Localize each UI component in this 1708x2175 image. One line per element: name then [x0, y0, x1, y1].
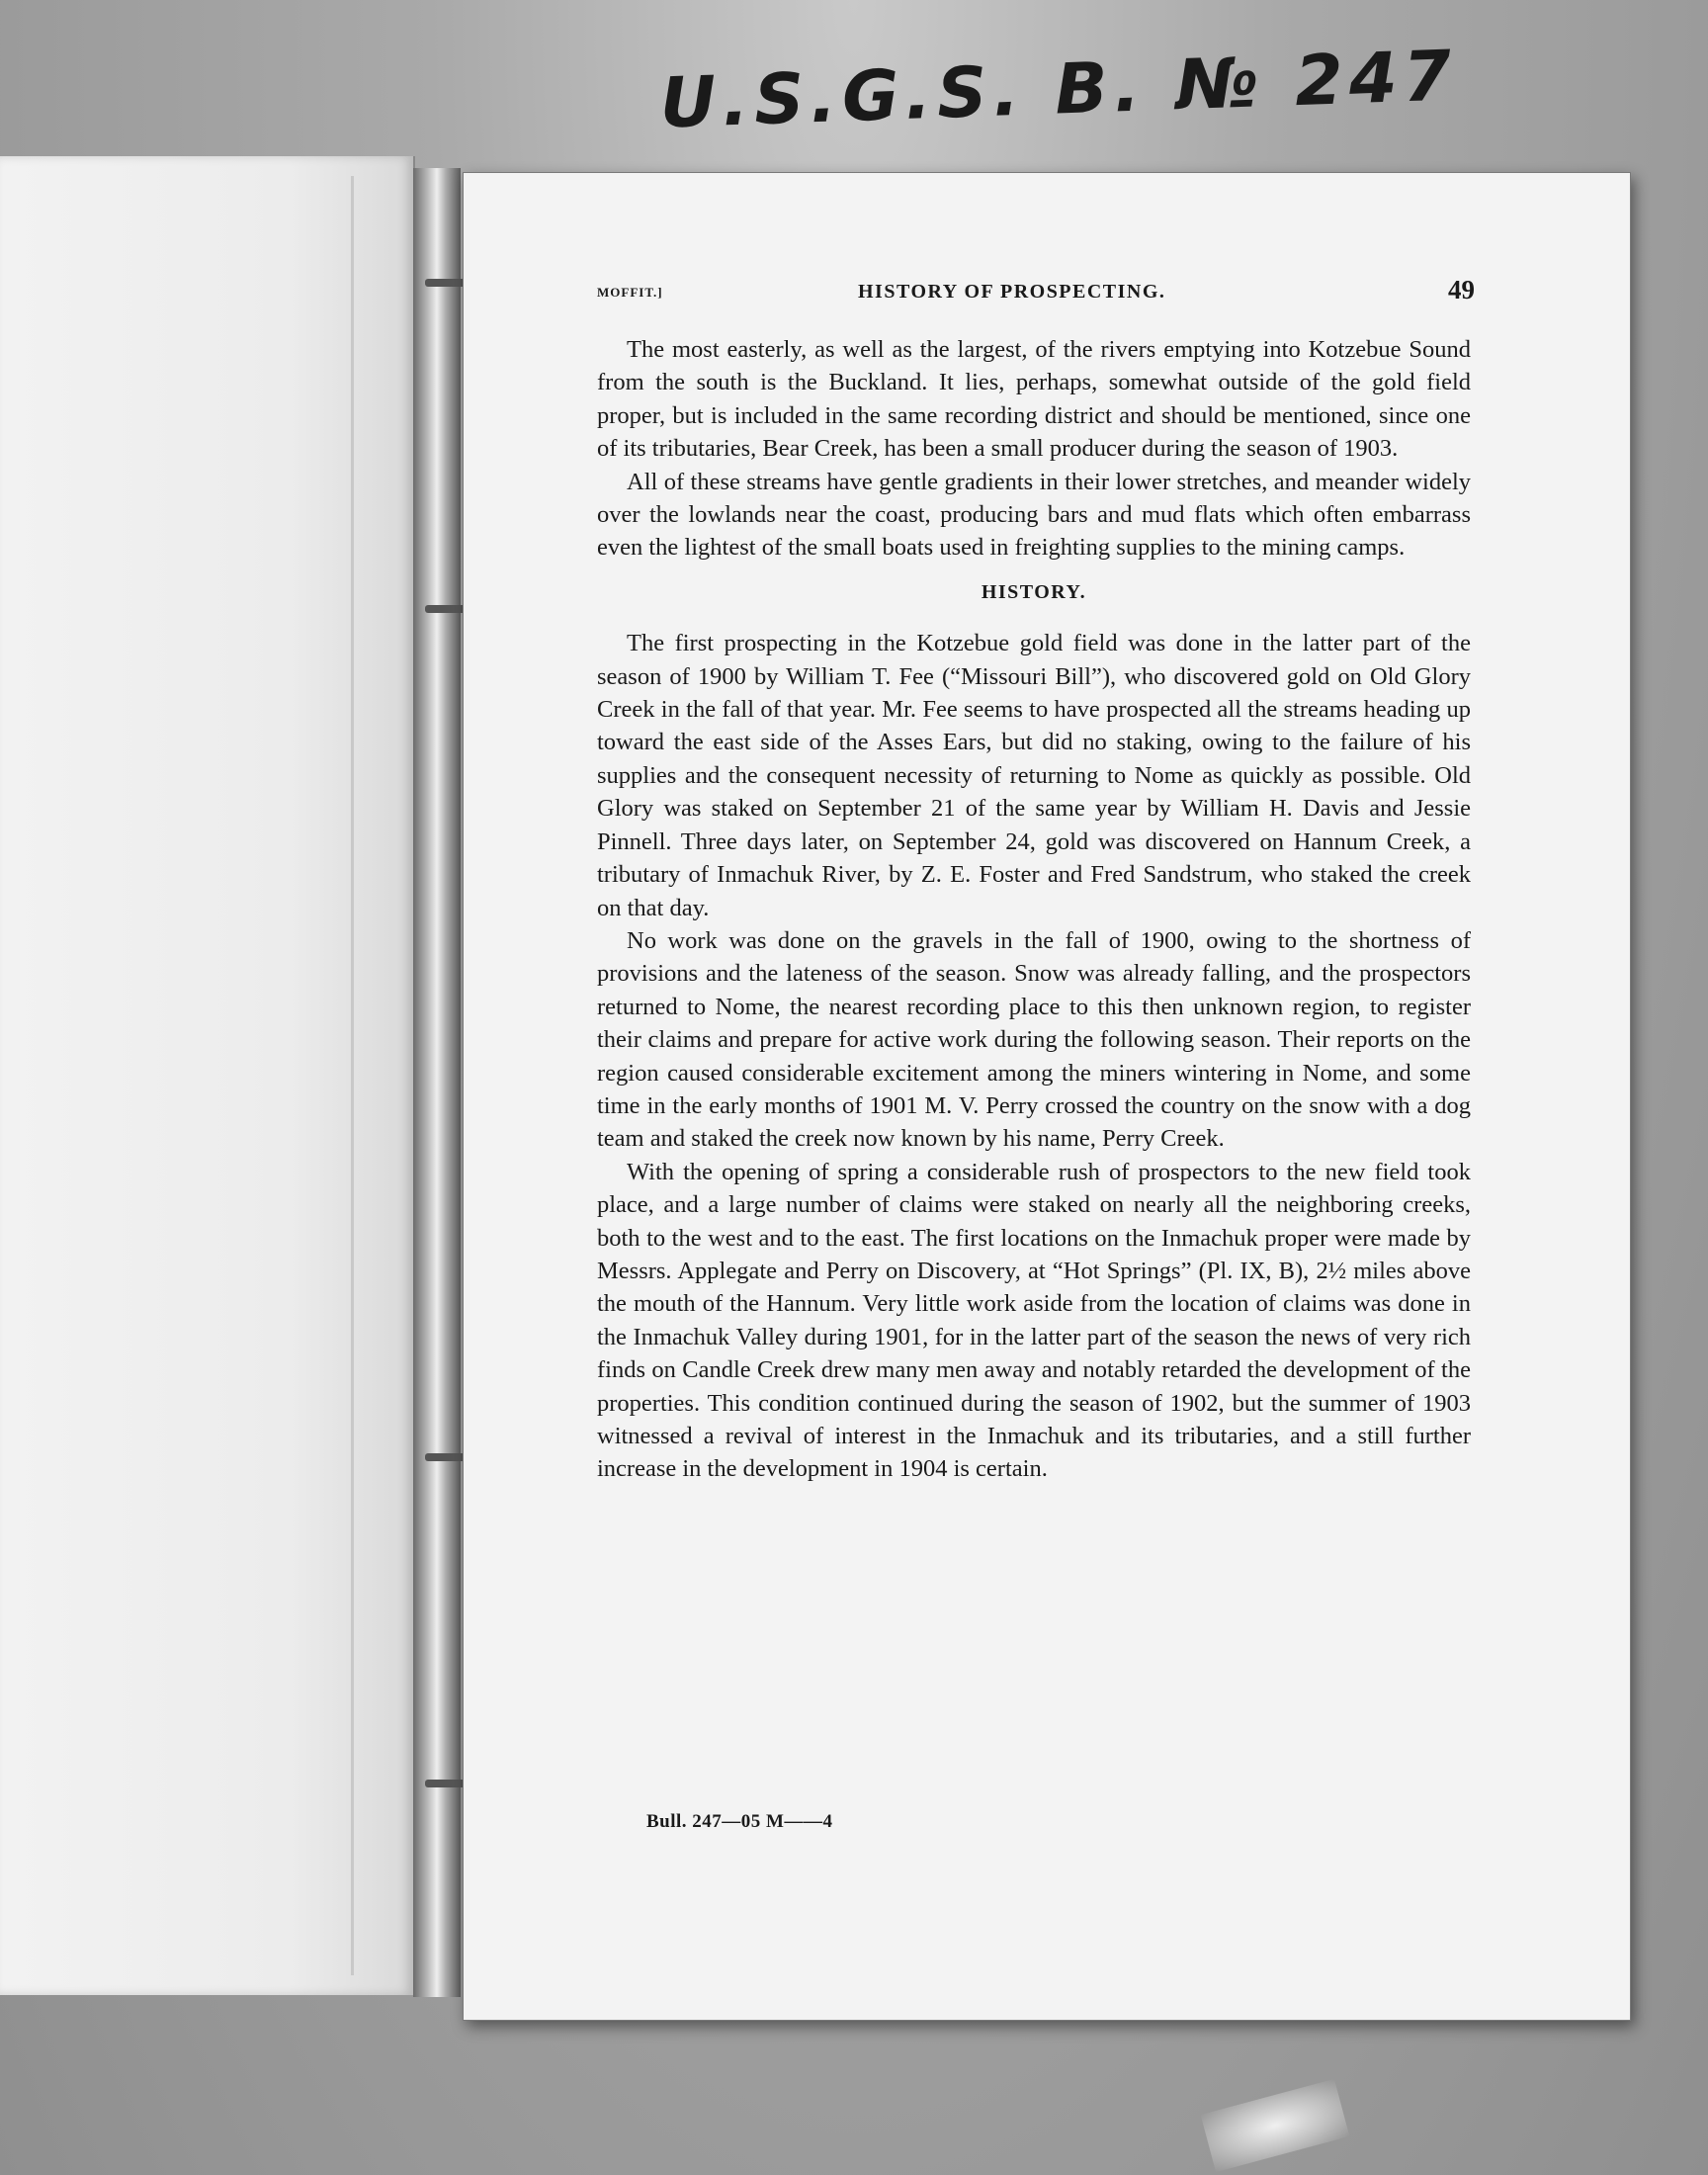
paragraph: The first prospecting in the Kotzebue gold field was done in the latter part of the season of 1900 by William T. Fee (“Missouri Bill”), who discovered gold on Old Glory Creek in the fall of that year. Mr. Fee seems to have prospected all the streams heading up toward the east side of the Asses Ears, but did no staking, owing to the failure of his supplies and the consequent necessity of returning to Nome as quickly as possible. Old Glory was staked on September 21 of the same year by William H. Davis and Jessie Pinnell. Three days later, on September 24, gold was discovered on Hannum Creek, a tributary of Inmachuk River, by Z. E. Foster and Fred Sandstrum, who staked the creek on that day. [597, 630, 1471, 921]
author-tag: MOFFIT.] [597, 285, 663, 300]
paragraph: The most easterly, as well as the largest, of the rivers emptying into Kotzebue Sound from the south is the Buckland. It lies, perhaps, somewhat outside of the gold field proper, but is included in the same recording district and should be mentioned, since one of its tributaries, Bear Creek, has been a small producer during the season of 1903. [597, 336, 1471, 463]
handwritten-catalog-note: U.S.G.S. B. № 247 [658, 35, 1459, 144]
running-head [597, 275, 1475, 314]
signature-mark: Bull. 247—05 M——4 [646, 1811, 833, 1832]
section-heading: HISTORY. [981, 580, 1087, 603]
body-text [597, 333, 1471, 1486]
running-title: HISTORY OF PROSPECTING. [858, 281, 1166, 303]
paragraph: All of these streams have gentle gradients in their lower stretches, and meander widely over the lowlands near the coast, producing bars and mud flats which often embarrass even the lightest of the small boats used in freighting supplies to the mining camps. [597, 468, 1471, 562]
paragraph: No work was done on the gravels in the fall of 1900, owing to the shortness of provisions and the lateness of the season. Snow was already falling, and the prospectors returned to Nome, the nearest recording place to this then unknown region, to register their claims and prepare for active work during the following season. Their reports on the region caused considerable excitement among the miners wintering in Nome, and some time in the early months of 1901 M. V. Perry crossed the country on the snow with a dog team and staked the creek now known by his name, Perry Creek. [597, 926, 1471, 1153]
book-spine [413, 168, 461, 1997]
paragraph: With the opening of spring a considerable rush of prospectors to the new field took place, and a large number of claims were staked on nearly all the neighboring creeks, both to the west and to the east. The first locations on the Inmachuk proper were made by Messrs. Applegate and Perry on Discovery, at “Hot Springs” (Pl. IX, B), 2½ miles above the mouth of the Hannum. Very little work aside from the location of claims was done in the Inmachuk Valley during 1901, for in the latter part of the season the news of very rich finds on Candle Creek drew many men away and notably retarded the development of the properties. This condition continued during the season of 1902, but the summer of 1903 witnessed a revival of interest in the Inmachuk and its tributaries, and a still further increase in the development in 1904 is certain. [597, 1158, 1471, 1483]
left-page-blank [0, 156, 415, 1995]
page-number: 49 [1448, 275, 1475, 304]
